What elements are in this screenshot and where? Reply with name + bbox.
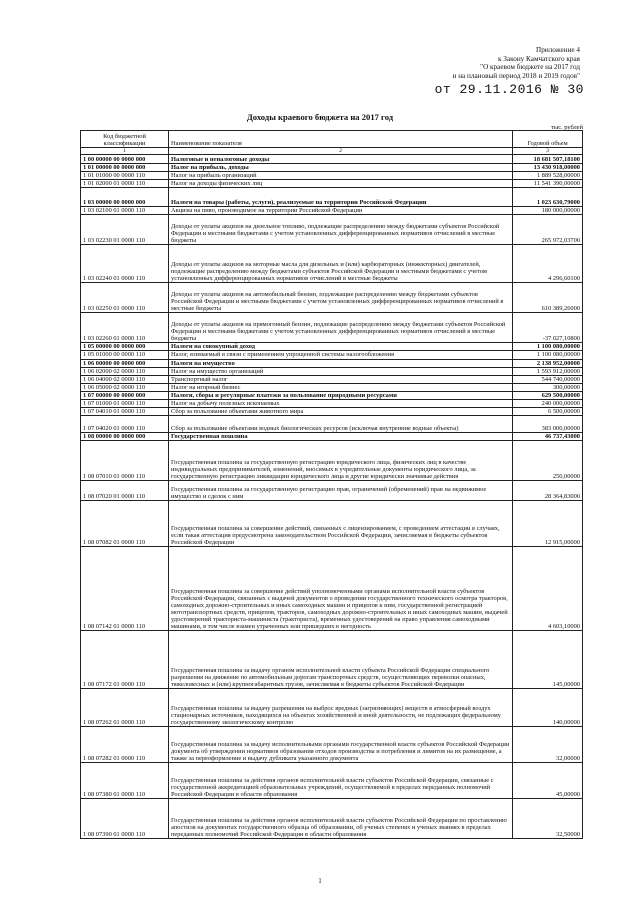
row-code: 1 08 07172 01 0000 110 xyxy=(81,631,169,689)
row-name: Доходы от уплаты акцизов на автомобильный бензин, подлежащие распределению между бюджетами субъектов Российской Федерации и местными бюджетами с учетом установленных дифференцированных нормативов отчислений в местные бюджеты xyxy=(169,283,513,313)
row-code: 1 08 07262 01 0000 110 xyxy=(81,689,169,727)
appendix-line: и на плановый период 2018 и 2019 годов" xyxy=(452,71,580,80)
row-code: 1 08 07020 01 0000 110 xyxy=(81,481,169,501)
row-value: 140,00000 xyxy=(513,689,583,727)
row-value: 1 100 080,00000 xyxy=(513,351,583,359)
table-row xyxy=(81,188,583,207)
row-value: 1 593 912,00000 xyxy=(513,367,583,375)
unit-label: тыс. рублей xyxy=(551,124,583,131)
row-code: 1 03 02230 01 0000 110 xyxy=(81,215,169,245)
table-row xyxy=(81,400,583,408)
table-header-row xyxy=(81,131,583,148)
row-name: Государственная пошлина за выдачу органом исполнительной власти субъекта Российской Федерации специального разрешения на движение по автомобильным дорогам транспортных средств, осуществляющих перевозки опасных, тяжеловесных и (или) крупногабаритных грузов, зачисляемая в бюджеты субъектов Российской Федерации xyxy=(169,631,513,689)
row-value: 2 138 952,00000 xyxy=(513,359,583,367)
table-row xyxy=(81,799,583,839)
row-value: 383 000,00000 xyxy=(513,416,583,433)
row-value: 610 389,26000 xyxy=(513,283,583,313)
table-row xyxy=(81,547,583,631)
row-code: 1 08 07380 01 0000 110 xyxy=(81,763,169,799)
row-value: 265 972,03700 xyxy=(513,215,583,245)
row-code: 1 06 05000 02 0000 110 xyxy=(81,383,169,391)
row-code: 1 06 02000 02 0000 110 xyxy=(81,367,169,375)
row-value: 6 500,00000 xyxy=(513,408,583,416)
row-value: 180 000,00000 xyxy=(513,207,583,215)
row-value: 250,00000 xyxy=(513,441,583,481)
row-name: Налоги на имущество xyxy=(169,359,513,367)
row-code: 1 01 01000 00 0000 110 xyxy=(81,172,169,180)
row-name: Государственная пошлина за действия органов исполнительной власти субъектов Российской Федерации, связанные с государственной аккредитацией образовательных учреждений, осуществляемой в пределах переданных полномочий Российской Федерации в области образования xyxy=(169,763,513,799)
column-number: 3 xyxy=(513,148,583,155)
row-name: Налог, взимаемый в связи с применением упрощенной системы налогообложения xyxy=(169,351,513,359)
row-name: Налог на прибыль, доходы xyxy=(169,164,513,172)
handwritten-date-line: от 29.11.2016 № 30 xyxy=(434,82,584,97)
revenue-table xyxy=(80,130,583,839)
row-code: 1 05 00000 00 0000 000 xyxy=(81,343,169,351)
row-name: Государственная пошлина за действия органов исполнительной власти субъектов Российской Федерации по проставлению апостиля на документах государственного образца об образовании, об ученых степенях и ученых званиях в пределах переданных полномочий Российской Федерации в области образования xyxy=(169,799,513,839)
table-row xyxy=(81,359,583,367)
header-value: Годовой объем xyxy=(513,131,583,148)
column-number: 1 xyxy=(81,148,169,155)
table-row xyxy=(81,343,583,351)
table-row xyxy=(81,164,583,172)
row-code: 1 08 00000 00 0000 000 xyxy=(81,433,169,441)
table-row xyxy=(81,481,583,501)
row-value: 46 737,43000 xyxy=(513,433,583,441)
row-code: 1 07 00000 00 0000 000 xyxy=(81,391,169,399)
row-code: 1 01 00000 00 0000 000 xyxy=(81,164,169,172)
row-value: 13 430 918,00000 xyxy=(513,164,583,172)
row-value: 1 889 528,00000 xyxy=(513,172,583,180)
table-row xyxy=(81,727,583,763)
row-code: 1 03 02260 01 0000 110 xyxy=(81,313,169,343)
table-row xyxy=(81,441,583,481)
header-name: Наименование показателя xyxy=(169,131,513,148)
row-name: Сбор за пользование объектами животного мира xyxy=(169,408,513,416)
table-row xyxy=(81,207,583,215)
row-code: 1 08 07390 01 0000 110 xyxy=(81,799,169,839)
row-name: Налог на имущество организаций xyxy=(169,367,513,375)
appendix-line: "О краевом бюджете на 2017 год xyxy=(480,63,580,72)
row-value: 1 100 080,00000 xyxy=(513,343,583,351)
row-code: 1 03 02250 01 0000 110 xyxy=(81,283,169,313)
row-name: Государственная пошлина за совершение действий уполномоченными органами исполнительной власти субъектов Российской Федерации, связанных с выдачей документов о проведении государственного технического осмотра тракторов, самоходных дорожно-строительных и иных самоходных машин и прицепов к ним, государственной регистрацией мототранспортных средств, прицепов, тракторов, самоходных дорожно-строительных и иных самоходных машин, выдачей удостоверений тракториста-машиниста (тракториста), временных удостоверений на право управления самоходными машинами, в том числе взамен утраченных или пришедших в негодность xyxy=(169,547,513,631)
row-value: 28 364,83000 xyxy=(513,481,583,501)
row-value: 18 681 507,18100 xyxy=(513,155,583,164)
row-name: Налоги на товары (работы, услуги), реализуемые на территории Российской Федерации xyxy=(169,188,513,207)
table-row xyxy=(81,245,583,283)
table-row xyxy=(81,180,583,188)
table-row xyxy=(81,172,583,180)
row-value: 12 915,00000 xyxy=(513,501,583,547)
row-name: Государственная пошлина за выдачу исполнительными органами государственной власти субъектов Российской Федерации документа об утверждении нормативов образования отходов производства и потребления и лимитов на их размещение, а также за переоформление и выдачу дубликата указанного документа xyxy=(169,727,513,763)
table-row xyxy=(81,367,583,375)
row-name: Доходы от уплаты акцизов на моторные масла для дизельных и (или) карбюраторных (инжекторных) двигателей, подлежащие распределению между бюджетами субъектов Российской Федерации и местными бюджетами с учетом установленных дифференцированных нормативов отчислений в местные бюджеты xyxy=(169,245,513,283)
row-name: Налоговые и неналоговые доходы xyxy=(169,155,513,164)
table-row xyxy=(81,313,583,343)
row-value: -37 027,10800 xyxy=(513,313,583,343)
row-value: 145,00000 xyxy=(513,631,583,689)
row-value: 1 023 630,79000 xyxy=(513,188,583,207)
row-code: 1 08 07082 01 0000 110 xyxy=(81,501,169,547)
appendix-line: к Закону Камчатского края xyxy=(498,54,580,63)
row-name: Налог на прибыль организаций xyxy=(169,172,513,180)
row-code: 1 06 00000 00 0000 000 xyxy=(81,359,169,367)
row-value: 32,00000 xyxy=(513,727,583,763)
row-name: Акцизы на пиво, производимое на территории Российской Федерации xyxy=(169,207,513,215)
row-code: 1 03 02100 01 0000 110 xyxy=(81,207,169,215)
row-value: 11 541 390,00000 xyxy=(513,180,583,188)
row-name: Транспортный налог xyxy=(169,375,513,383)
row-value: 240 000,00000 xyxy=(513,400,583,408)
header-code: Код бюджетной классификации xyxy=(81,131,169,148)
row-name: Налог на доходы физических лиц xyxy=(169,180,513,188)
row-code: 1 00 00000 00 0000 000 xyxy=(81,155,169,164)
table-row xyxy=(81,763,583,799)
row-value: 300,00000 xyxy=(513,383,583,391)
row-code: 1 07 04020 01 0000 110 xyxy=(81,416,169,433)
row-name: Сбор за пользование объектами водных биологических ресурсов (исключая внутренние водные объекты) xyxy=(169,416,513,433)
table-row xyxy=(81,433,583,441)
row-code: 1 08 07142 01 0000 110 xyxy=(81,547,169,631)
page-number: 1 xyxy=(318,877,322,885)
row-name: Доходы от уплаты акцизов на дизельное топливо, подлежащие распределению между бюджетами субъектов Российской Федерации и местными бюджетами с учетом установленных дифференцированных нормативов отчислений в местные бюджеты xyxy=(169,215,513,245)
table-row xyxy=(81,351,583,359)
row-code: 1 05 01000 00 0000 110 xyxy=(81,351,169,359)
table-row xyxy=(81,501,583,547)
appendix-header xyxy=(260,46,580,80)
row-name: Государственная пошлина за государственную регистрацию прав, ограничений (обременений) прав на недвижимое имущество и сделок с ним xyxy=(169,481,513,501)
row-code: 1 03 02240 01 0000 110 xyxy=(81,245,169,283)
row-name: Государственная пошлина за государственную регистрацию юридического лица, физических лиц в качестве индивидуальных предпринимателей, изменений, вносимых в учредительные документы юридического лица, за государственную регистрацию ликвидации юридического лица и другие юридически значимые действия xyxy=(169,441,513,481)
table-row xyxy=(81,283,583,313)
row-value: 32,50000 xyxy=(513,799,583,839)
table-row xyxy=(81,408,583,416)
row-value: 629 500,00000 xyxy=(513,391,583,399)
row-value: 4 296,60100 xyxy=(513,245,583,283)
row-code: 1 07 01000 01 0000 110 xyxy=(81,400,169,408)
table-row xyxy=(81,155,583,164)
row-name: Доходы от уплаты акцизов на прямогонный бензин, подлежащие распределению между бюджетами субъектов Российской Федерации и местными бюджетами с учетом установленных дифференцированных нормативов отчислений в местные бюджеты xyxy=(169,313,513,343)
row-code: 1 07 04010 01 0000 110 xyxy=(81,408,169,416)
row-code: 1 03 00000 00 0000 000 xyxy=(81,188,169,207)
document-title: Доходы краевого бюджета на 2017 год xyxy=(246,112,394,122)
row-code: 1 01 02000 01 0000 110 xyxy=(81,180,169,188)
table-row xyxy=(81,689,583,727)
row-code: 1 06 04000 02 0000 110 xyxy=(81,375,169,383)
table-row xyxy=(81,631,583,689)
table-row xyxy=(81,391,583,399)
row-name: Государственная пошлина xyxy=(169,433,513,441)
table-row xyxy=(81,375,583,383)
row-name: Налог на игорный бизнес xyxy=(169,383,513,391)
table-row xyxy=(81,416,583,433)
row-value: 544 740,00000 xyxy=(513,375,583,383)
row-name: Налоги на совокупный доход xyxy=(169,343,513,351)
row-value: 45,00000 xyxy=(513,763,583,799)
row-value: 4 603,10000 xyxy=(513,547,583,631)
column-number: 2 xyxy=(169,148,513,155)
table-row xyxy=(81,383,583,391)
row-name: Налоги, сборы и регулярные платежи за пользование природными ресурсами xyxy=(169,391,513,399)
row-name: Налог на добычу полезных ископаемых xyxy=(169,400,513,408)
row-code: 1 08 07010 01 0000 110 xyxy=(81,441,169,481)
row-name: Государственная пошлина за выдачу разрешения на выброс вредных (загрязняющих) веществ в атмосферный воздух стационарных источников, находящихся на объектах хозяйственной и иной деятельности, не подлежащих федеральному государственному экологическому контролю xyxy=(169,689,513,727)
appendix-line: Приложение 4 xyxy=(536,46,580,54)
row-name: Государственная пошлина за совершение действий, связанных с лицензированием, с проведением аттестации в случаях, если такая аттестация предусмотрена законодательством Российской Федерации, зачисляемая в бюджеты субъектов Российской Федерации xyxy=(169,501,513,547)
row-code: 1 08 07282 01 0000 110 xyxy=(81,727,169,763)
table-row xyxy=(81,215,583,245)
column-number-row xyxy=(81,148,583,155)
table-body xyxy=(81,155,583,839)
